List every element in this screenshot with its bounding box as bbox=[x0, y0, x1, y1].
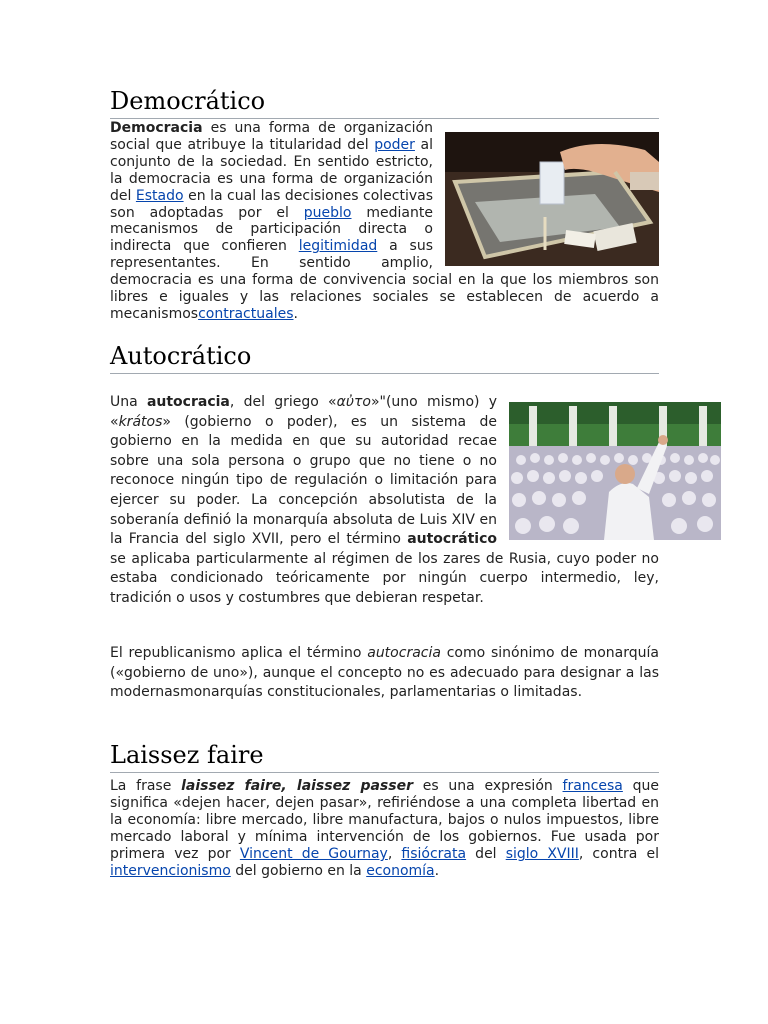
section-heading-laissez-faire: Laissez faire bbox=[110, 740, 659, 773]
democracia-paragraph bbox=[110, 120, 659, 323]
link-poder[interactable]: poder bbox=[374, 136, 415, 153]
text-span: como sinónimo de monarquía («gobierno de uno»), aunque el concepto no es adecuado para designar a las modernasmonarquías constitucionales, parlamentarias o limitadas. bbox=[110, 645, 659, 701]
text-span: mediante mecanismos de participación directa o indirecta que confieren bbox=[110, 204, 433, 255]
ballot-box-illustration bbox=[445, 132, 659, 266]
term-autocracia: autocracia bbox=[146, 394, 230, 410]
link-economia[interactable]: economía bbox=[366, 863, 435, 880]
link-fisiocrata[interactable]: fisiócrata bbox=[401, 846, 467, 863]
text-span: , del griego « bbox=[229, 394, 337, 410]
text-span: es una forma de organización social que atribuye la titularidad del bbox=[110, 120, 433, 153]
text-span: . bbox=[434, 863, 440, 880]
text-span: es una expresión bbox=[412, 778, 563, 794]
link-legitimidad[interactable]: legitimidad bbox=[298, 238, 378, 255]
text-span: , contra el bbox=[578, 846, 659, 863]
section-heading-democratico: Democrático bbox=[110, 86, 659, 119]
text-span: El republicanismo aplica el término bbox=[110, 645, 368, 661]
text-span: » (gobierno o poder), es un sistema de gobierno en la medida en que su autoridad recae sobre una sola persona o grupo que no tiene o no reconoce ningún tipo de regulación o limitación para ejercer su poder. La concepción absolutista de la soberanía definió la monarquía absoluta de Luis XIV en la Francia del siglo XVII, pero el término bbox=[110, 413, 497, 548]
crowd-photo bbox=[509, 402, 721, 540]
link-vincent-de-gournay[interactable]: Vincent de Gournay bbox=[239, 846, 388, 863]
link-contractuales[interactable]: contractuales bbox=[198, 305, 294, 322]
text-span: se aplicaba particularmente al régimen de los zares de Rusia, cuyo poder no estaba condicionado teóricamente por ningún cuerpo intermedio, ley, tradición o usos y costumbres que debieran respetar. bbox=[110, 550, 659, 606]
text-span: , bbox=[387, 846, 402, 863]
term-democracia: Democracia bbox=[110, 120, 203, 136]
laissez-faire-paragraph bbox=[110, 778, 659, 881]
link-estado[interactable]: Estado bbox=[135, 187, 184, 204]
link-intervencionismo[interactable]: intervencionismo bbox=[110, 863, 231, 880]
greek-auto: αὐτο bbox=[336, 394, 371, 410]
ballot-box-photo bbox=[445, 132, 659, 266]
crowd-illustration bbox=[509, 402, 721, 540]
link-francesa[interactable]: francesa bbox=[562, 778, 623, 794]
link-pueblo[interactable]: pueblo bbox=[303, 204, 352, 221]
term-autocratico: autocrático bbox=[407, 531, 497, 548]
autocracia-paragraph bbox=[110, 393, 659, 609]
term-kratos: krátos bbox=[118, 413, 163, 430]
text-span: al conjunto de la sociedad. En sentido estricto, la democracia es una forma de organización del bbox=[110, 136, 433, 204]
text-span: Una bbox=[110, 394, 147, 410]
text-span: La frase bbox=[110, 778, 182, 794]
text-span: »"(uno mismo) y « bbox=[110, 394, 497, 430]
section-heading-autocratico: Autocrático bbox=[110, 341, 659, 374]
text-span: del gobierno en la bbox=[230, 863, 367, 880]
term-autocracia-italic: autocracia bbox=[367, 645, 441, 661]
text-span: en la cual las decisiones colectivas son adoptadas por el bbox=[110, 187, 434, 221]
text-span: a sus representantes. En sentido amplio, democracia es una forma de convivencia social en la que los miembros son libres e iguales y las relaciones sociales se establecen de acuerdo a mecanismos bbox=[110, 238, 659, 322]
republicanismo-paragraph bbox=[110, 644, 659, 703]
term-laissez-faire: laissez faire, laissez passer bbox=[181, 778, 413, 794]
text-span: del bbox=[466, 846, 506, 863]
link-siglo-xviii[interactable]: siglo XVIII bbox=[505, 846, 579, 863]
text-span: que significa «dejen hacer, dejen pasar», refiriéndose a una completa libertad en la economía: libre mercado, libre manufactura, bajos o nulos impuestos, libre mercado laboral y mínima intervención de los gobiernos. Fue usada por primera vez por bbox=[110, 778, 660, 863]
text-span: . bbox=[293, 305, 298, 322]
